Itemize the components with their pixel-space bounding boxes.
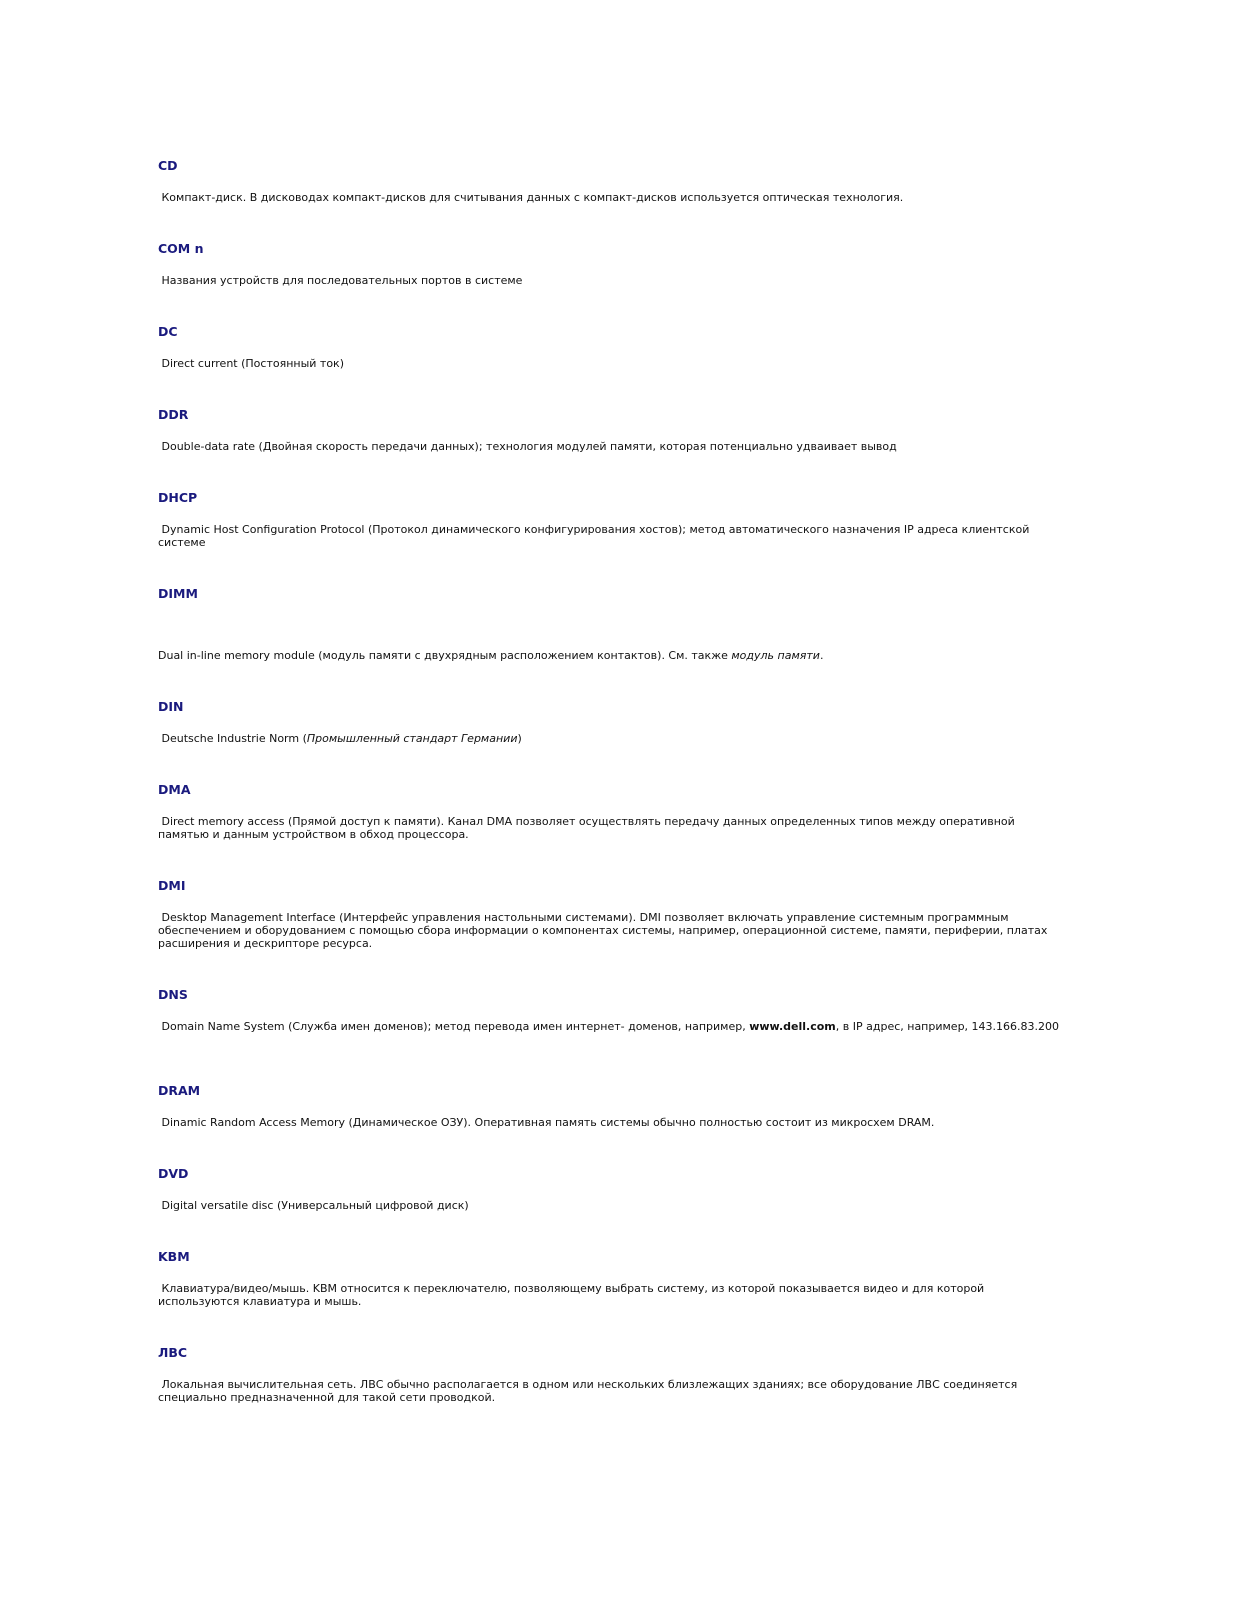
term-definition xyxy=(158,911,1063,950)
term-definition xyxy=(158,440,1063,453)
definition-text: Deutsche Industrie Norm ( xyxy=(161,732,307,745)
definition-text-end: , в IP адрес, например, 143.166.83.200 xyxy=(835,1020,1060,1033)
definition-text: Dinamic Random Access Memory (Динамическое ОЗУ). Оперативная память системы обычно полностью состоит из микросхем DRAM. xyxy=(161,1116,935,1129)
glossary-entry-dhcp xyxy=(158,490,1063,549)
term-heading: DVD xyxy=(158,1166,189,1181)
glossary-entry-dimm xyxy=(158,586,1063,662)
term-heading: DIMM xyxy=(158,586,198,601)
glossary-entry-cd xyxy=(158,158,1063,204)
glossary-entry-dmi xyxy=(158,878,1063,950)
term-heading: ЛВС xyxy=(158,1345,188,1360)
definition-text: Dual in-line memory module (модуль памяти с двухрядным расположением контактов). См. также xyxy=(158,649,732,662)
glossary-entry-dma xyxy=(158,782,1063,841)
definition-text: Direct current (Постоянный ток) xyxy=(161,357,344,370)
definition-text: Digital versatile disc (Универсальный цифровой диск) xyxy=(161,1199,469,1212)
definition-text: Локальная вычислительная сеть. ЛВС обычно располагается в одном или нескольких близлежащих зданиях; все оборудование ЛВС соединяется специально предназначенной для такой сети проводкой. xyxy=(158,1378,1018,1404)
term-definition xyxy=(158,1116,1063,1129)
term-definition xyxy=(158,815,1063,841)
term-heading: DDR xyxy=(158,407,189,422)
definition-text: Клавиатура/видео/мышь. KBM относится к переключателю, позволяющему выбрать систему, из которой показывается видео и для которой используются клавиатура и мышь. xyxy=(158,1282,985,1308)
definition-text: Double-data rate (Двойная скорость передачи данных); технология модулей памяти, которая потенциально удваивает вывод xyxy=(161,440,897,453)
term-definition xyxy=(158,357,1063,370)
term-heading: DNS xyxy=(158,987,188,1002)
term-heading: DMI xyxy=(158,878,186,893)
term-definition xyxy=(158,1282,1063,1308)
definition-text-end: ) xyxy=(517,732,522,745)
glossary-entry-dc xyxy=(158,324,1063,370)
term-heading: KBM xyxy=(158,1249,190,1264)
definition-text: Компакт-диск. В дисководах компакт-дисков для считывания данных с компакт-дисков используется оптическая технология. xyxy=(161,191,904,204)
term-heading: CD xyxy=(158,158,178,173)
term-heading: DC xyxy=(158,324,178,339)
definition-text: Названия устройств для последовательных портов в системе xyxy=(161,274,523,287)
term-definition xyxy=(158,523,1063,549)
term-definition xyxy=(158,649,1063,662)
definition-text: Dynamic Host Configuration Protocol (Протокол динамического конфигурирования хостов); метод автоматического назначения IP адреса клиентской системе xyxy=(158,523,1030,549)
term-definition xyxy=(158,732,1063,745)
term-definition xyxy=(158,274,1063,287)
term-definition xyxy=(158,191,1063,204)
glossary-entry-dvd xyxy=(158,1166,1063,1212)
term-heading: COM n xyxy=(158,241,204,256)
glossary-entry-com-n xyxy=(158,241,1063,287)
definition-text: Desktop Management Interface (Интерфейс управления настольными системами). DMI позволяет включать управление системным программным обеспечением и оборудованием с помощью сбора информации о компонентах системы, например, операционной системе, памяти, периферии, платах расширения и дескрипторе ресурса. xyxy=(158,911,1048,950)
glossary-entry-din xyxy=(158,699,1063,745)
definition-emphasis: модуль памяти xyxy=(731,649,820,662)
definition-emphasis: Промышленный стандарт Германии xyxy=(306,732,518,745)
term-definition xyxy=(158,1378,1063,1404)
glossary-entry-lvs xyxy=(158,1345,1063,1404)
glossary-entry-dns xyxy=(158,987,1063,1033)
term-definition xyxy=(158,1199,1063,1212)
definition-text: Domain Name System (Служба имен доменов); метод перевода имен интернет- доменов, например, xyxy=(161,1020,750,1033)
term-heading: DMA xyxy=(158,782,191,797)
glossary-entry-dram xyxy=(158,1083,1063,1129)
glossary-entry-ddr xyxy=(158,407,1063,453)
term-heading: DRAM xyxy=(158,1083,201,1098)
term-heading: DHCP xyxy=(158,490,198,505)
definition-text-end: . xyxy=(819,649,824,662)
term-heading: DIN xyxy=(158,699,184,714)
glossary-entry-kbm xyxy=(158,1249,1063,1308)
definition-link-text: www.dell.com xyxy=(749,1020,836,1033)
definition-text: Direct memory access (Прямой доступ к памяти). Канал DMA позволяет осуществлять передачу данных определенных типов между оперативной памятью и данным устройством в обход процессора. xyxy=(158,815,1015,841)
term-definition xyxy=(158,1020,1063,1033)
